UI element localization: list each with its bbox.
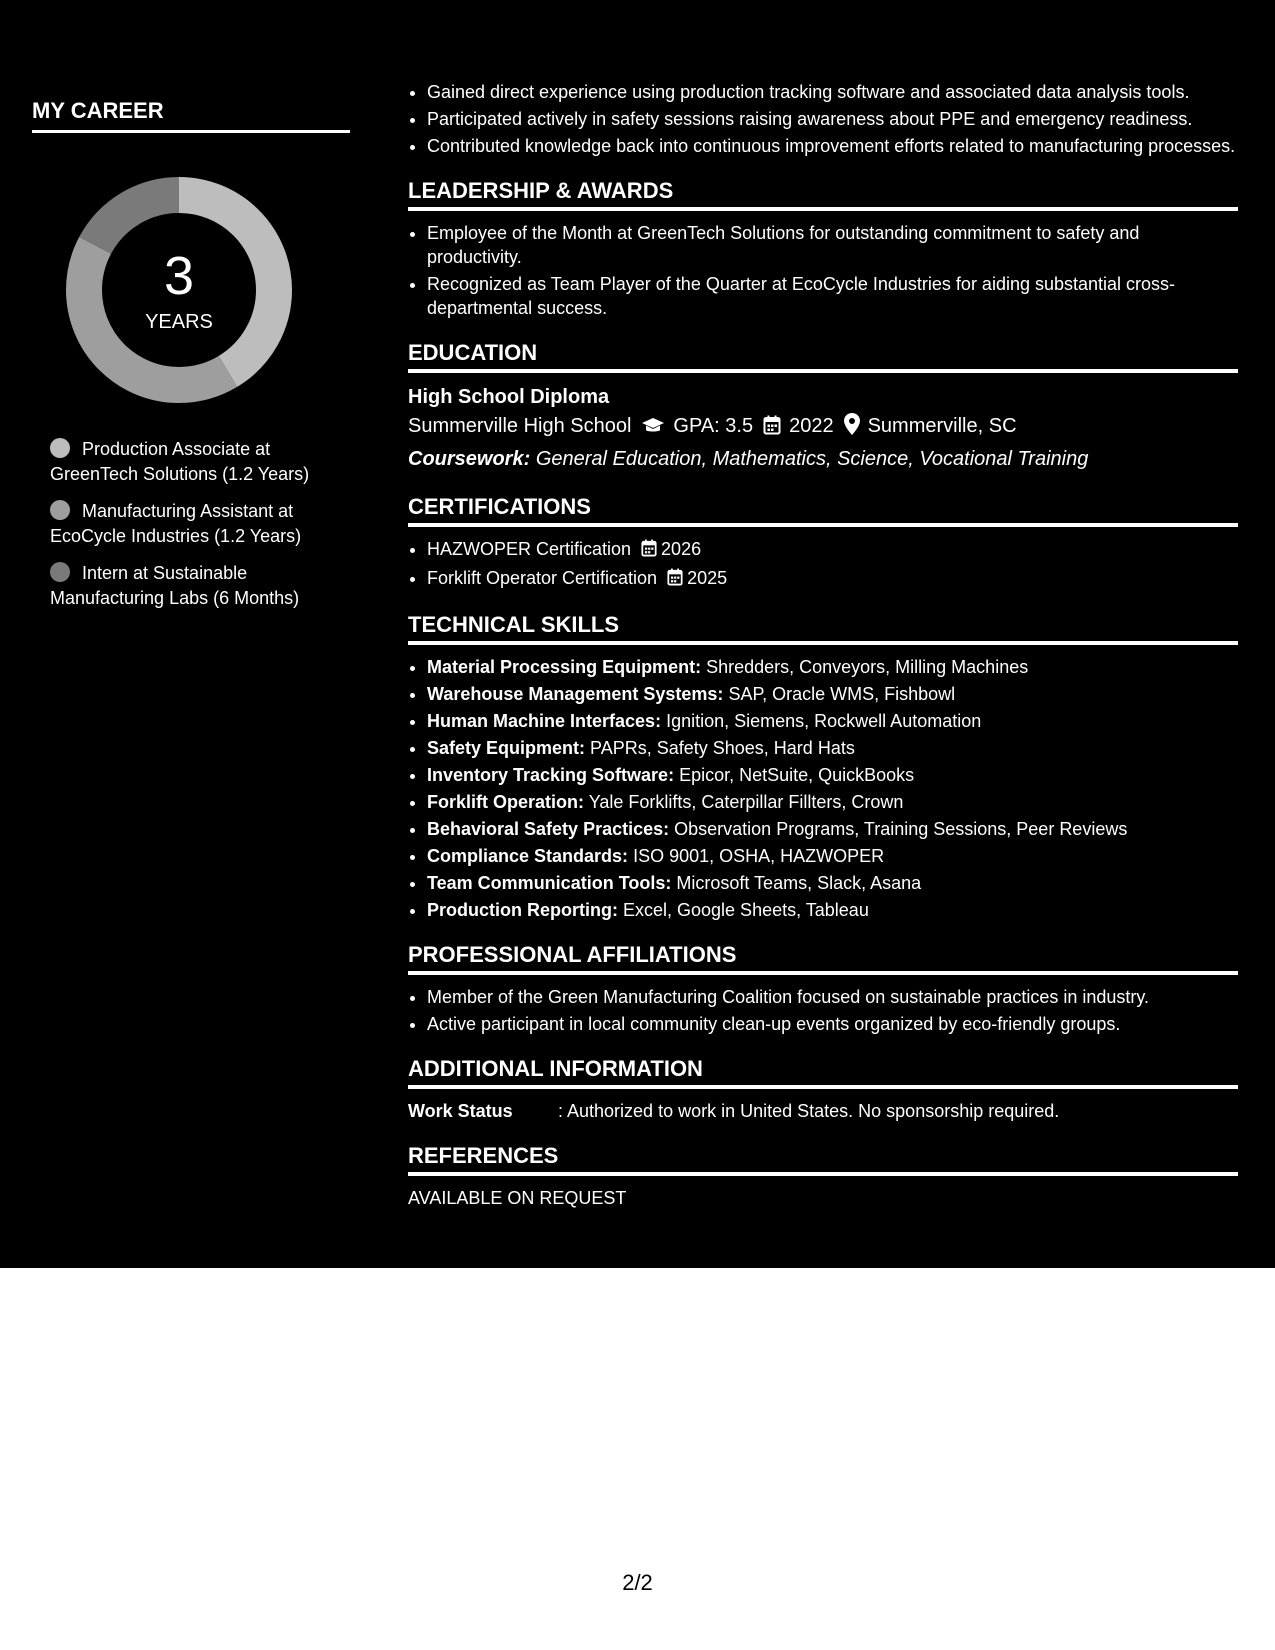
- legend-dot-icon: [50, 562, 70, 582]
- experience-bullet: • Participated actively in safety sessions raising awareness about PPE and emergency readiness.: [427, 107, 1238, 131]
- skills-title: TECHNICAL SKILLS: [408, 612, 1238, 645]
- page-number: 2/2: [622, 1570, 653, 1595]
- skill-label: Inventory Tracking Software:: [427, 765, 675, 785]
- certifications-list: [408, 537, 1238, 592]
- skill-value: ISO 9001, OSHA, HAZWOPER: [633, 846, 885, 866]
- skill-item: [427, 682, 1238, 706]
- skill-label: Production Reporting:: [427, 900, 618, 920]
- skill-value: Ignition, Siemens, Rockwell Automation: [666, 711, 982, 731]
- skill-label: Warehouse Management Systems:: [427, 684, 724, 704]
- leadership-item: • Recognized as Team Player of the Quarter at EcoCycle Industries for aiding substantial cross-departmental success.: [427, 272, 1238, 320]
- skill-label: Team Communication Tools:: [427, 873, 672, 893]
- career-item: [50, 437, 340, 487]
- skill-value: Excel, Google Sheets, Tableau: [623, 900, 869, 920]
- skill-item: [427, 817, 1238, 841]
- affiliations-title: PROFESSIONAL AFFILIATIONS: [408, 942, 1238, 975]
- skill-item: [427, 709, 1238, 733]
- certification-name: HAZWOPER Certification: [427, 539, 632, 559]
- skill-value: Microsoft Teams, Slack, Asana: [676, 873, 922, 893]
- leadership-title: LEADERSHIP & AWARDS: [408, 178, 1238, 211]
- work-status-value: : Authorized to work in United States. No sponsorship required.: [558, 1101, 1060, 1121]
- skill-item: [427, 790, 1238, 814]
- coursework-value: General Education, Mathematics, Science, Vocational Training: [535, 448, 1089, 470]
- references-title: REFERENCES: [408, 1143, 1238, 1176]
- skill-value: Observation Programs, Training Sessions, Peer Reviews: [674, 819, 1128, 839]
- legend-dot-icon: [50, 438, 70, 458]
- career-list: [50, 437, 340, 623]
- calendar-icon: [763, 414, 781, 444]
- work-status-row: [408, 1099, 1238, 1123]
- calendar-icon: [641, 539, 657, 563]
- certification-item: [427, 537, 1238, 563]
- skill-value: Yale Forklifts, Caterpillar Fillters, Crown: [588, 792, 904, 812]
- sidebar: [0, 0, 382, 1268]
- career-item-text: Production Associate at GreenTech Solutions (1.2 Years): [50, 439, 310, 484]
- coursework-label: Coursework:: [408, 448, 531, 470]
- skill-item: [427, 736, 1238, 760]
- experience-bullet: • Gained direct experience using production tracking software and associated data analysis tools.: [427, 80, 1238, 104]
- education-title: EDUCATION: [408, 340, 1238, 373]
- legend-dot-icon: [50, 500, 70, 520]
- work-status-label: Work Status: [408, 1101, 513, 1121]
- skill-label: Forklift Operation:: [427, 792, 584, 812]
- experience-bullets: [408, 80, 1238, 158]
- career-donut: [66, 177, 292, 403]
- education-gpa: GPA: 3.5: [673, 415, 754, 437]
- career-heading: MY CAREER: [32, 98, 350, 133]
- skill-item: [427, 763, 1238, 787]
- affiliations-list: [408, 985, 1238, 1036]
- certifications-title: CERTIFICATIONS: [408, 494, 1238, 527]
- additional-info-title: ADDITIONAL INFORMATION: [408, 1056, 1238, 1089]
- certification-name: Forklift Operator Certification: [427, 568, 658, 588]
- experience-bullet: • Contributed knowledge back into continuous improvement efforts related to manufacturing processes.: [427, 134, 1238, 158]
- skill-item: [427, 898, 1238, 922]
- leadership-list: [408, 221, 1238, 320]
- skill-label: Human Machine Interfaces:: [427, 711, 662, 731]
- skill-value: PAPRs, Safety Shoes, Hard Hats: [590, 738, 855, 758]
- skill-value: Epicor, NetSuite, QuickBooks: [679, 765, 915, 785]
- affiliation-item: • Member of the Green Manufacturing Coalition focused on sustainable practices in industry.: [427, 985, 1238, 1009]
- career-item: [50, 499, 340, 549]
- certification-year: 2025: [687, 568, 728, 588]
- skill-label: Safety Equipment:: [427, 738, 586, 758]
- total-years-value: 3: [163, 246, 195, 306]
- skill-item: [427, 655, 1238, 679]
- skills-list: [408, 655, 1238, 922]
- education-coursework: [408, 444, 1238, 474]
- skill-label: Behavioral Safety Practices:: [427, 819, 670, 839]
- skill-label: Material Processing Equipment:: [427, 657, 702, 677]
- skill-item: [427, 871, 1238, 895]
- references-text: AVAILABLE ON REQUEST: [408, 1188, 627, 1208]
- affiliation-item: • Active participant in local community clean-up events organized by eco-friendly groups.: [427, 1012, 1238, 1036]
- education-school: Summerville High School: [408, 415, 632, 437]
- education-details: [408, 411, 1238, 444]
- skill-value: Shredders, Conveyors, Milling Machines: [706, 657, 1029, 677]
- map-pin-icon: [844, 413, 860, 444]
- education-degree: High School Diploma: [408, 386, 610, 408]
- main-content: [408, 80, 1238, 1210]
- career-item-text: Intern at Sustainable Manufacturing Labs (6 Months): [50, 563, 300, 608]
- total-years-unit: YEARS: [145, 311, 213, 333]
- certification-item: [427, 566, 1238, 592]
- skill-label: Compliance Standards:: [427, 846, 629, 866]
- leadership-item: • Employee of the Month at GreenTech Solutions for outstanding commitment to safety and productivity.: [427, 221, 1238, 269]
- certification-year: 2026: [661, 539, 702, 559]
- career-item-text: Manufacturing Assistant at EcoCycle Industries (1.2 Years): [50, 501, 302, 546]
- graduation-cap-icon: [641, 414, 665, 444]
- education-year: 2022: [789, 415, 834, 437]
- calendar-icon: [667, 568, 683, 592]
- education-location: Summerville, SC: [867, 415, 1017, 437]
- career-item: [50, 561, 340, 611]
- skill-value: SAP, Oracle WMS, Fishbowl: [728, 684, 956, 704]
- skill-item: [427, 844, 1238, 868]
